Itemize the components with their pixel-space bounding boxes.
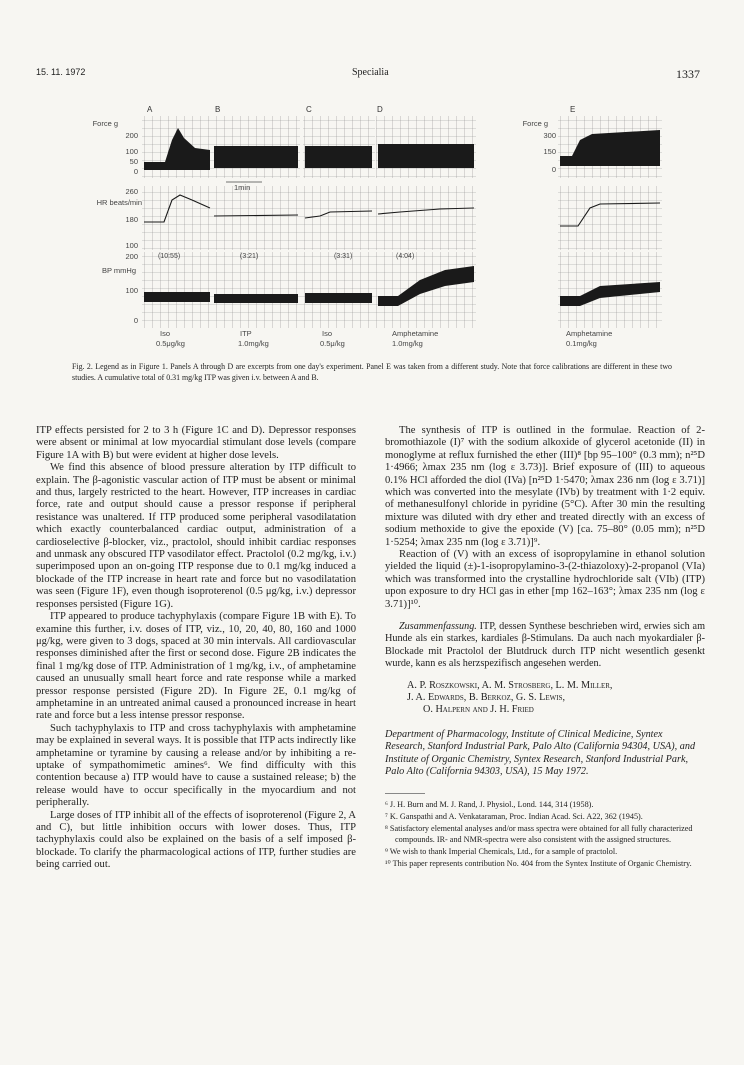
drug-dose: 0.5μg/kg (156, 339, 185, 348)
force-trace-d (378, 144, 474, 168)
figure-2 (0, 0, 744, 360)
left-column (36, 425, 356, 872)
bp-tick: 100 (125, 286, 138, 295)
bp-trace-c (305, 293, 372, 303)
footnote: ⁸ Satisfactory elemental analyses and/or mass spectra were obtained for all fully characterized compounds. IR- and NMR-spectra were also consistent with the assigned structures. (385, 824, 693, 844)
footnote: ⁷ K. Ganspathi and A. Venkataraman, Proc. Indian Acad. Sci. A22, 362 (1945). (385, 812, 643, 822)
paragraph: Reaction of (V) with an excess of isopropylamine in ethanol solution yielded the liquid (±)-1-isopropylamino-3-(2-thiazoloxy)-2-propanol (VIa) which was transformed into the crystalline hydrochloride salt (VIb) (ITP) upon exposure to dry HCl gas in ether [mp 162–163°; λmax 235 nm (log ε 3.71)]¹⁰. (385, 549, 705, 610)
footnotes (385, 800, 705, 869)
right-column (385, 425, 705, 871)
bp-annotation: (3:31) (334, 253, 353, 260)
paragraph: Such tachyphylaxis to ITP and cross tachyphylaxis with amphetamine may be explained in several ways. It is possible that ITP acts indirectly like amphetamine or tyramine by causing a release and/or by inhibiting a re-uptake of sympathomimetic amines⁶. We find difficulty with this contention because a) ITP would have to cause a sustained release; b) the release would have to occur specifically in the myocardium and not peripherally. (36, 722, 356, 809)
force-axis-label: Force g (92, 119, 118, 128)
drug-dose: 1.0mg/kg (238, 339, 269, 348)
header-page-number: 1337 (676, 67, 700, 81)
panel-label-d: D (377, 105, 383, 114)
author-line: A. P. Roszkowski, A. M. Strosberg, L. M. Miller, (407, 679, 613, 691)
force-trace-b (214, 146, 298, 168)
drug-name: Iso (160, 329, 171, 338)
drug-name: Iso (322, 329, 333, 338)
paragraph: The synthesis of ITP is outlined in the formulae. Reaction of 2-bromothiazole (I)⁷ with the sodium alkoxide of glycerol acetonide (II) in monoglyme at reflux furnished the ether (III)⁸ [bp 95–100° (0.3 mm); n²⁵D 1·4966; λmax 235 nm (log ε 3.73)]. Brief exposure of (III) to aqueous 0.1% HCl afforded the diol (IVa) [n²⁵D 1·5470; λmax 236 nm (log ε 3.71)] which was converted into the mesylate (IVb) by treatment with 1·2 equiv. of methanesulfonyl chloride in pyridine (5°C). After 30 min the resulting mixture was diluted with dry ether and treated directly with an excess of sodium methoxide to give the epoxide (V) [ca. 75–80° (0.05 mm); n²⁵D 1·5254; λmax 235 nm (log ε 3.71)]⁹. (385, 425, 705, 548)
force-trace-c (305, 146, 372, 168)
bp-tick: 0 (133, 316, 138, 325)
force-axis-label-e: Force g (522, 119, 548, 128)
drug-dose: 0.1mg/kg (566, 339, 597, 348)
paragraph: Large doses of ITP inhibit all of the effects of isoproterenol (Figure 2, A and C), but little inhibition occurs with lower doses. Thus, ITP tachyphylaxis could also be explained on the basis of a self imposed β-blockade. To clarify the pharmacological actions of ITP, further studies are being carried out. (36, 809, 356, 871)
summary (385, 621, 705, 670)
paragraph: ITP appeared to produce tachyphylaxis (compare Figure 1B with E). To examine this further, i.v. doses of ITP, viz., 10, 20, 40, 80, 160 and 1000 μg/kg, were given to 3 dogs, spaced at 30 min intervals. All cardiovascular responses diminished after the first or second dose. Figure 2B indicates the final 1 mg/kg dose of ITP. Administration of 1 mg/kg, i.v., of amphetamine caused an unusually small heart force and rate response while a marked pressor response persisted (Figure 2D). In Figure 2E, 0.1 mg/kg of amphetamine in an untreated animal caused a pronounced increase in heart rate and force but a less intense pressor response. (36, 611, 356, 722)
figure-2-recordings (0, 0, 744, 360)
panel-label-e: E (570, 105, 576, 114)
summary-text: ITP, dessen Synthese beschrieben wird, erwies sich am Hunde als ein starkes, kardiales β-Stimulans. Da auch nach myokardialer β-Blockade mit Practolol der Blutdruck durch ITP nicht wesentlich gesenkt wurde, kann es als herzspezifisch angesehen werden. (385, 621, 705, 669)
footnote: ⁹ We wish to thank Imperial Chemicals, Ltd., for a sample of practolol. (385, 846, 618, 856)
paragraph: We find this absence of blood pressure alteration by ITP difficult to explain. The β-agonistic vascular action of ITP must be absent or minimal and thus, largely restricted to the heart. However, ITP increases in cardiac force, rate and output should cause a pressor response if peripheral resistance was unaltered. If ITP produced some peripheral vasodilatation which exactly counterbalanced cardiac output, administration of a cardioselective β-blocker, viz., practolol, should inhibit cardiac responses and unmask any obscured ITP vasodilator effect. Practolol (0.2 mg/kg, i.v.) superimposed upon an on-going ITP response due to 0.1 mg/kg induced a blockade of the ITP increase in heart rate and force but no vasodilatation was seen (Figure 1F), even though isoproterenol (0.5 μg/kg, i.v.) depressor responses persisted (Figure 1G). (36, 462, 356, 610)
time-scale-label: 1min (234, 183, 251, 192)
hr-tick: 260 (125, 187, 138, 196)
hr-tick: 100 (125, 241, 138, 250)
bp-annotation: (10:55) (158, 253, 181, 260)
force-tick-e: 0 (551, 165, 556, 174)
force-tick: 100 (125, 147, 138, 156)
figure-caption: Fig. 2. Legend as in Figure 1. Panels A through D are excerpts from one day's experiment. Panel E was taken from a different study. Note that force calibrations are different in these two studies. A cumulative total of 0.31 mg/kg ITP was given i.v. between A and B. (72, 362, 672, 382)
bp-trace-b (214, 294, 298, 303)
bp-annotation: (4:04) (396, 253, 415, 260)
header-date: 15. 11. 1972 (36, 67, 86, 77)
drug-name: Amphetamine (392, 329, 439, 338)
drug-name: Amphetamine (566, 329, 613, 338)
panel-label-c: C (306, 105, 312, 114)
force-tick: 0 (133, 167, 138, 176)
header-journal: Specialia (352, 67, 389, 78)
force-tick-e: 150 (543, 147, 556, 156)
grid-hr-e (558, 186, 662, 250)
author-line: O. Halpern and J. H. Fried (423, 704, 534, 716)
affiliation: Department of Pharmacology, Institute of Clinical Medicine, Syntex Research, Stanford Industrial Park, Palo Alto (California 94304, USA), and Institute of Organic Chemistry, Syntex Research, Stanford Industrial Park, Palo Alto (California 94303, USA), 15 May 1972. (385, 728, 696, 778)
bp-annotation: (3:21) (240, 253, 259, 260)
author-line: J. A. Edwards, B. Berkoz, G. S. Lewis, (407, 692, 566, 704)
footnote-rule (385, 793, 425, 794)
drug-dose: 1.0mg/kg (392, 339, 423, 348)
force-tick: 50 (129, 157, 138, 166)
footnote: ⁶ J. H. Burn and M. J. Rand, J. Physiol., Lond. 144, 314 (1958). (385, 799, 594, 809)
force-tick: 200 (125, 131, 138, 140)
drug-dose: 0.5μ/kg (320, 339, 345, 348)
paragraph: ITP effects persisted for 2 to 3 h (Figure 1C and D). Depressor responses were absent or minimal at low myocardial stimulant dose levels (compare Figure 1A with B) but were evident at higher dose levels. (36, 425, 356, 461)
force-tick-e: 300 (543, 131, 556, 140)
footnote: ¹⁰ This paper represents contribution No. 404 from the Syntex Institute of Organic Chemistry. (385, 858, 692, 868)
drug-name: ITP (240, 329, 252, 338)
authors (407, 680, 705, 717)
hr-axis-label: HR beats/min (96, 198, 142, 207)
panel-label-b: B (215, 105, 221, 114)
panel-label-a: A (147, 105, 153, 114)
hr-tick: 180 (125, 215, 138, 224)
bp-tick: 200 (125, 252, 138, 261)
summary-label: Zusammenfassung. (399, 621, 477, 633)
bp-axis-label: BP mmHg (101, 266, 136, 275)
bp-trace-a (144, 292, 210, 302)
